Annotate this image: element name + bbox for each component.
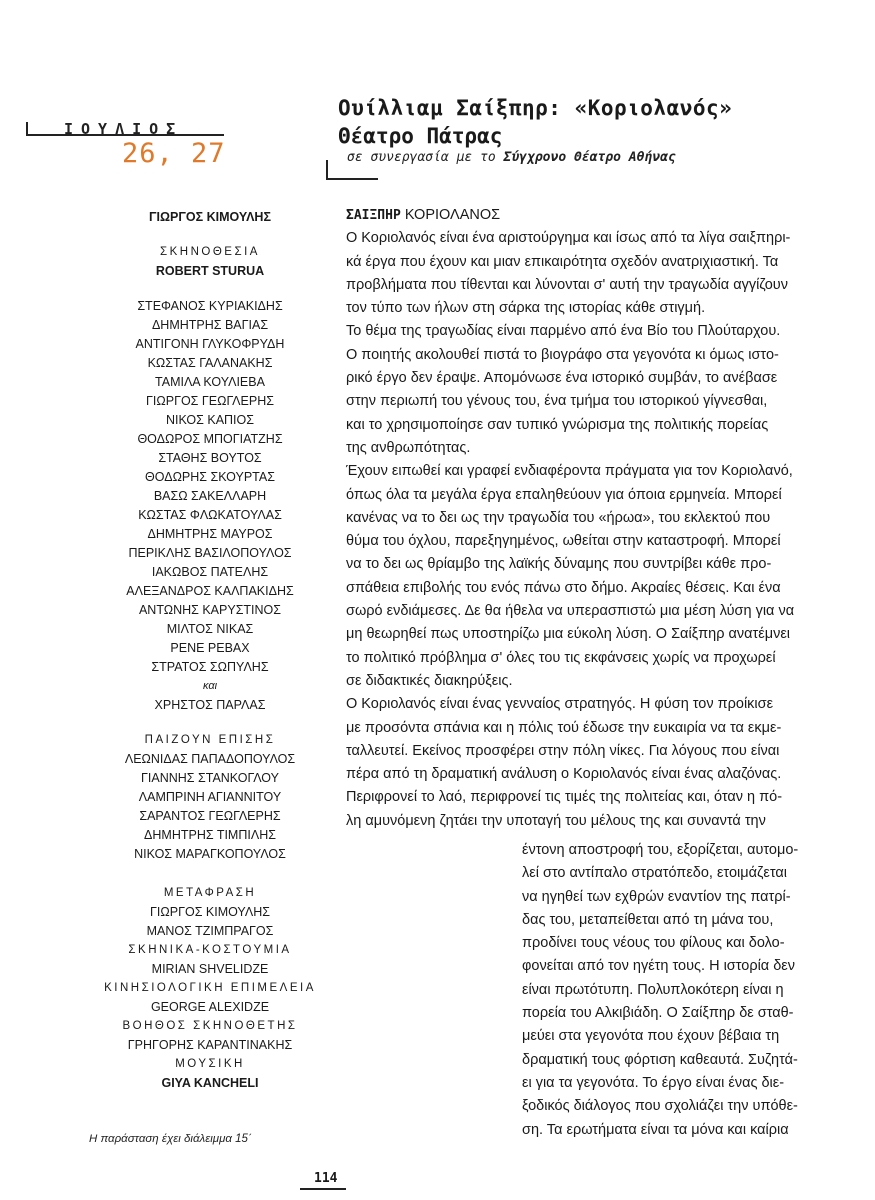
article-line: σωρό ενδιάμεσες. Δε θα ήθελα να υπερασπιστώ μια μέση λύση για να	[346, 603, 795, 620]
article-line: μεύει στα γεγονότα που έχουν βέβαια τη	[522, 1028, 780, 1045]
credit-name: ΝΙΚΟΣ ΜΑΡΑΓΚΟΠΟΥΛΟΣ	[134, 847, 286, 861]
article-line: ταλλευτεί. Εκείνος προσφέρει στην πόλη νίκες. Για λόγους που είναι	[346, 742, 780, 759]
credit-name: ΜΙΛΤΟΣ ΝΙΚΑΣ	[166, 622, 254, 636]
article-line: δας του, μεταπείθεται από τη μάνα του,	[522, 911, 774, 928]
credit-name: ΑΛΕΞΑΝΔΡΟΣ ΚΑΛΠΑΚΙΔΗΣ	[126, 584, 294, 598]
article-heading-play: ΚΟΡΙΟΛΑΝΟΣ	[404, 207, 501, 223]
article-line: όπως όλα τα μεγάλα έργα επαληθεύουν για όποια ερμηνεία. Μπορεί	[346, 486, 782, 503]
intermission-note: Η παράσταση έχει διάλειμμα 15΄	[89, 1133, 252, 1145]
credit-role: ΣΚΗΝΟΘΕΣΙΑ	[160, 246, 260, 258]
article-line: τον τύπο των ήλων στη σάρκα της ιστορίας κάθε στιγμή.	[346, 300, 706, 317]
credit-name: ΓΙΑΝΝΗΣ ΣΤΑΝΚΟΓΛΟΥ	[141, 771, 279, 785]
article-line: ρικό έργο δεν έραψε. Απομόνωσε ένα ιστορικό συμβάν, το ανέβασε	[346, 370, 778, 387]
article-line: Έχουν ειπωθεί και γραφεί ενδιαφέροντα πράγματα για τον Κοριολανό,	[346, 463, 793, 480]
article-line: λη αμυνόμενη ζητάει την υποταγή του μέλους της και συναντά την	[346, 812, 766, 829]
article-line: μη θεωρηθεί πως υποστηρίζω μια εύκολη λύση. Ο Σαίξπηρ ανατέμνει	[346, 626, 790, 643]
credit-name: ΝΙΚΟΣ ΚΑΠΙΟΣ	[165, 413, 254, 427]
article-line: λεί στο αντίπαλο στρατόπεδο, ετοιμάζεται	[522, 865, 787, 882]
article-line: προβλήματα που τίθενται και λύνονται σ' αυτή την τραγωδία αγγίζουν	[346, 276, 788, 293]
credit-name: ΜΑΝΟΣ ΤΖΙΜΠΡΑΓΟΣ	[146, 924, 274, 938]
credit-name: ΚΩΣΤΑΣ ΦΛΩΚΑΤΟΥΛΑΣ	[138, 508, 282, 522]
article-heading	[346, 204, 794, 227]
article-line: να το δει ως θρίαμβο της λαϊκής δύναμης που συντρίβει κάθε προ-	[346, 556, 772, 573]
credit-name: ΠΕΡΙΚΛΗΣ ΒΑΣΙΛΟΠΟΥΛΟΣ	[128, 546, 292, 560]
article-line: ξοδικός διάλογος που σχολιάζει την υπόθε-	[522, 1098, 798, 1115]
article-line: σε διδακτικές διακηρύξεις.	[346, 672, 513, 689]
article-body-narrow-column	[522, 839, 798, 1142]
corner-bracket-vertical	[326, 160, 328, 180]
article-line: Ο Κοριολανός είναι ένας γενναίος στρατηγός. Η φύση τον προίκισε	[346, 696, 774, 713]
article-line: πορεία του Αλκιβιάδη. Ο Σαίξπηρ δε σταθ-	[522, 1005, 794, 1022]
collaboration-note	[347, 150, 676, 165]
credit-name: ΣΑΡΑΝΤΟΣ ΓΕΩΓΛΕΡΗΣ	[139, 809, 281, 823]
article-line: και το χρησιμοποίησε σαν τυπικό γνώρισμα της πολιτικής πορείας	[346, 416, 769, 433]
article-heading-author: ΣΑΙΞΠΗΡ	[346, 208, 401, 223]
article-line: ση. Τα ερωτήματα είναι τα μόνα και καίρια	[522, 1121, 789, 1138]
credit-name: ΒΑΣΩ ΣΑΚΕΛΛΑΡΗ	[153, 489, 267, 503]
article-line: κά έργα που έχουν και μιαν επικαιρότητα σχεδόν ανατριχιαστική. Τα	[346, 253, 779, 270]
credit-name: ΓΙΩΡΓΟΣ ΚΙΜΟΥΛΗΣ	[149, 210, 271, 224]
venue-title: Θέατρο Πάτρας	[338, 124, 503, 148]
credit-name: ΔΗΜΗΤΡΗΣ ΤΙΜΠΙΛΗΣ	[144, 828, 276, 842]
credit-name: ΤΑΜΙΛΑ ΚΟΥΛΙΕΒΑ	[155, 375, 265, 389]
credit-name: ΚΩΣΤΑΣ ΓΑΛΑΝΑΚΗΣ	[147, 356, 273, 370]
article-line: Ο Κοριολανός είναι ένα αριστούργημα και ίσως από τα λίγα σαιξπηρι-	[346, 230, 791, 247]
credit-role: ΒΟΗΘΟΣ ΣΚΗΝΟΘΕΤΗΣ	[122, 1020, 298, 1032]
credit-name: ΓΙΩΡΓΟΣ ΚΙΜΟΥΛΗΣ	[150, 905, 270, 919]
article-line: να ηγηθεί των εχθρών εναντίον της πατρί-	[522, 888, 791, 905]
article-line: με προσόντα σπάνια και η πόλις τού έδωσε την ευκαιρία να τα εκμε-	[346, 719, 782, 736]
article-body-full-width	[346, 204, 794, 833]
credit-name: MIRIAN SHVELIDZE	[151, 962, 269, 976]
credit-name: ΘΟΔΩΡΗΣ ΣΚΟΥΡΤΑΣ	[145, 470, 275, 484]
article-line: προδίνει τους νέους του φίλους και δολο-	[522, 935, 785, 952]
credit-name: ΛΑΜΠΡΙΝΗ ΑΓΙΑΝΝΙΤΟΥ	[138, 790, 282, 804]
credit-name: και	[202, 680, 218, 692]
credit-name: ΣΤΑΘΗΣ ΒΟΥΤΟΣ	[158, 451, 262, 465]
credit-role: ΜΕΤΑΦΡΑΣΗ	[163, 887, 257, 899]
article-line: στην περιωπή του γένους του, ένα τμήμα του ιστορικού γίγνεσθαι,	[346, 393, 768, 410]
credits-list	[60, 208, 360, 1093]
credit-role: ΚΙΝΗΣΙΟΛΟΓΙΚΗ ΕΠΙΜΕΛΕΙΑ	[104, 982, 316, 994]
credit-name: ΧΡΗΣΤΟΣ ΠΑΡΛΑΣ	[154, 698, 266, 712]
credit-name: ΔΗΜΗΤΡΗΣ ΒΑΓΙΑΣ	[151, 318, 269, 332]
credit-name: GEORGE ALEXIDZE	[150, 1000, 270, 1014]
article-line: Περιφρονεί το λαό, περιφρονεί τις τιμές της πολιτείας και, όταν η πό-	[346, 789, 783, 806]
article-line: θύμα του όχλου, παρεξηγημένος, ωθείται στην καταστροφή. Μπορεί	[346, 533, 781, 550]
credit-name: ΙΑΚΩΒΟΣ ΠΑΤΕΛΗΣ	[151, 565, 269, 579]
credit-role: ΜΟΥΣΙΚΗ	[175, 1058, 245, 1070]
credit-name: ΓΡΗΓΟΡΗΣ ΚΑΡΑΝΤΙΝΑΚΗΣ	[127, 1038, 293, 1052]
credit-name: ΔΗΜΗΤΡΗΣ ΜΑΥΡΟΣ	[147, 527, 273, 541]
credit-name: ΘΟΔΩΡΟΣ ΜΠΟΓΙΑΤΖΗΣ	[137, 432, 283, 446]
article-line: είναι πρωτότυπη. Πολυπλοκότερη είναι η	[522, 981, 784, 998]
page-number: 114	[314, 1171, 338, 1186]
article-line: έντονη αποστροφή του, εξορίζεται, αυτομο-	[522, 842, 799, 858]
corner-bracket-horizontal	[326, 178, 378, 180]
month-label: ΙΟΥΛΙΟΣ	[64, 120, 184, 138]
article-line: δραματική τους φόρτιση καθεαυτά. Συζητά-	[522, 1051, 798, 1068]
credit-name: ΑΝΤΙΓΟΝΗ ΓΛΥΚΟΦΡΥΔΗ	[135, 337, 285, 351]
credit-name: GIYA KANCHELI	[161, 1076, 259, 1090]
credit-name: ΑΝΤΩΝΗΣ ΚΑΡΥΣΤΙΝΟΣ	[138, 603, 282, 617]
article-line: ει για τα γεγονότα. Το έργο είναι ένας διε-	[522, 1074, 785, 1091]
credit-name: ROBERT STURUA	[155, 264, 265, 278]
article-line: φονείται από τον ηγέτη τους. Η ιστορία δεν	[522, 958, 795, 975]
article-line: της ανθρωπότητας.	[346, 439, 471, 456]
article-line: το πολιτικό πρόβλημα σ' όλες του τις εκφάνσεις χωρίς να προχωρεί	[346, 649, 776, 666]
article-line: σπάθεια επιβολής του ενός πάνω στο δήμο. Ακραίες θέσεις. Και ένα	[346, 579, 781, 596]
play-title: Ουίλλιαμ Σαίξπηρ: «Κοριολανός»	[338, 96, 733, 120]
article-line: πέρα από τη δραματική ανάλυση ο Κοριολανός είναι ένας αλαζόνας.	[346, 766, 782, 783]
page-number-rule	[300, 1188, 346, 1190]
credit-role: ΣΚΗΝΙΚΑ-ΚΟΣΤΟΥΜΙΑ	[128, 944, 292, 956]
collaboration-theatre: Σύγχρονο Θέατρο Αθήνας	[503, 150, 676, 165]
credit-name: ΓΙΩΡΓΟΣ ΓΕΩΓΛΕΡΗΣ	[146, 394, 274, 408]
credit-name: ΡΕΝΕ ΡΕΒΑΧ	[170, 641, 250, 655]
credit-name: ΣΤΡΑΤΟΣ ΣΩΠΥΛΗΣ	[151, 660, 269, 674]
performance-dates: 26, 27	[122, 138, 226, 169]
article-line: Το θέμα της τραγωδίας είναι παρμένο από ένα Βίο του Πλούταρχου.	[346, 323, 781, 340]
collaboration-prefix: σε συνεργασία με το	[347, 150, 496, 165]
credit-name: ΛΕΩΝΙΔΑΣ ΠΑΠΑΔΟΠΟΥΛΟΣ	[124, 752, 296, 766]
article-line: κανένας να το δει ως την τραγωδία του «ήρωα», του εκλεκτού που	[346, 509, 771, 526]
article-line: Ο ποιητής ακολουθεί πιστά το βιογράφο στα γεγονότα κι όμως ιστο-	[346, 346, 779, 363]
credit-role: ΠΑΙΖΟΥΝ ΕΠΙΣΗΣ	[144, 734, 276, 746]
credit-name: ΣΤΕΦΑΝΟΣ ΚΥΡΙΑΚΙΔΗΣ	[137, 299, 283, 313]
